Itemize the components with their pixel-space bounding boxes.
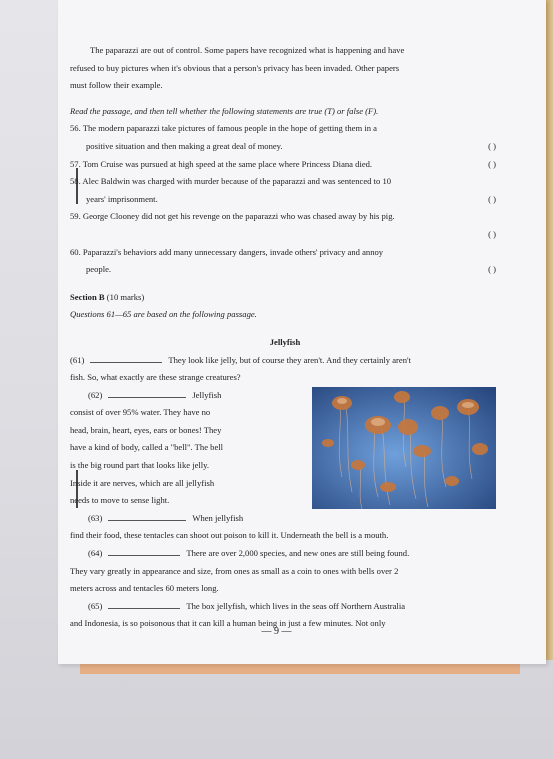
- paragraph-63: [70, 510, 302, 528]
- paragraph-62: [70, 387, 302, 405]
- paragraph-64-cont: meters across and tentacles 60 meters long.: [70, 583, 219, 594]
- intro-line: must follow their example.: [70, 80, 163, 91]
- paragraph-text: There are over 2,000 species, and new ones are still being found.: [186, 548, 410, 559]
- answer-blank[interactable]: [108, 511, 186, 521]
- section-marks: (10 marks): [106, 291, 145, 302]
- paragraph-62-line: have a kind of body, called a "bell". The bell: [70, 442, 224, 453]
- paragraph-62-line: needs to move to sense light.: [70, 495, 170, 506]
- paragraph-text: When jellyfish: [192, 512, 244, 523]
- answer-bracket[interactable]: ( ): [488, 228, 496, 239]
- paragraph-62-line: is the big round part that looks like jelly.: [70, 460, 210, 471]
- blank-number: (62): [88, 389, 103, 400]
- paragraph-62-line: head, brain, heart, eyes, ears or bones! They: [70, 424, 222, 435]
- question-text: 56. The modern paparazzi take pictures of famous people in the hope of getting them in a: [70, 123, 377, 134]
- paragraph-63-cont: find their food, these tentacles can shoot out poison to kill it. Underneath the bell is a mouth.: [70, 530, 389, 541]
- answer-bracket[interactable]: ( ): [488, 193, 496, 204]
- page-number: — 9 —: [261, 626, 292, 637]
- question-56-cont: [70, 138, 500, 156]
- question-60: [70, 244, 500, 262]
- paragraph-62-line: consist of over 95% water. They have no: [70, 407, 211, 418]
- question-text: 57. Tom Cruise was pursued at high speed at the same place where Princess Diana died.: [70, 158, 373, 169]
- paragraph-64-cont: They vary greatly in appearance and size, from ones as small as a coin to ones with bells over 2: [70, 565, 399, 576]
- paragraph-65: [70, 598, 500, 616]
- question-text: positive situation and then making a great deal of money.: [86, 140, 283, 151]
- paragraph-62-line: Inside it are nerves, which are all jellyfish: [70, 477, 215, 488]
- answer-blank[interactable]: [108, 599, 180, 609]
- answer-blank[interactable]: [108, 388, 186, 398]
- paragraph-text: They look like jelly, but of course they aren't. And they certainly aren't: [168, 354, 411, 365]
- blank-number: (64): [88, 548, 103, 559]
- question-56: [70, 120, 500, 138]
- paragraph-65-cont: and Indonesia, is so poisonous that it can kill a human being in just a few minutes. Not only: [70, 618, 386, 629]
- paragraph-61-cont: fish. So, what exactly are these strange creatures?: [70, 372, 241, 383]
- paragraph-text: The box jellyfish, which lives in the seas off Northern Australia: [186, 600, 406, 611]
- question-text: people.: [86, 264, 112, 275]
- page-content: [70, 42, 500, 633]
- blank-number: (63): [88, 512, 103, 523]
- answer-blank[interactable]: [90, 353, 162, 363]
- paragraph-62-block: [70, 387, 500, 528]
- section-title: Section B: [70, 291, 105, 302]
- passage-title: Jellyfish: [269, 336, 301, 347]
- question-60-cont: [70, 261, 500, 279]
- question-text: 58. Alec Baldwin was charged with murder because of the paparazzi and was sentenced to 10: [70, 176, 392, 187]
- intro-line: The paparazzi are out of control. Some papers have recognized what is happening and have: [90, 45, 405, 55]
- blank-number: (65): [88, 600, 103, 611]
- question-59: [70, 208, 500, 226]
- answer-blank[interactable]: [108, 546, 180, 556]
- question-text: 59. George Clooney did not get his revenge on the paparazzi who was chased away by his pig.: [70, 211, 395, 222]
- question-text: years' imprisonment.: [86, 193, 158, 204]
- section-b-heading: [70, 289, 500, 307]
- intro-line: refused to buy pictures when it's obvious that a person's privacy has been invaded. Other papers: [70, 62, 400, 73]
- question-58: [70, 173, 500, 191]
- jellyfish-photo: [312, 387, 496, 509]
- tf-instruction: Read the passage, and then tell whether the following statements are true (T) or false (F).: [70, 105, 379, 116]
- answer-bracket[interactable]: ( ): [488, 140, 496, 151]
- paragraph-text: Jellyfish: [192, 389, 222, 400]
- paragraph-64: [70, 545, 500, 563]
- answer-bracket[interactable]: ( ): [488, 264, 496, 275]
- question-57: [70, 156, 500, 174]
- question-59-bracket-line: [70, 226, 500, 244]
- blank-number: (61): [70, 354, 85, 365]
- question-58-cont: [70, 191, 500, 209]
- question-text: 60. Paparazzi's behaviors add many unnecessary dangers, invade others' privacy and annoy: [70, 246, 384, 257]
- answer-bracket[interactable]: ( ): [488, 158, 496, 169]
- section-b-instruction: Questions 61—65 are based on the following passage.: [70, 309, 257, 320]
- paragraph-61: [70, 352, 500, 370]
